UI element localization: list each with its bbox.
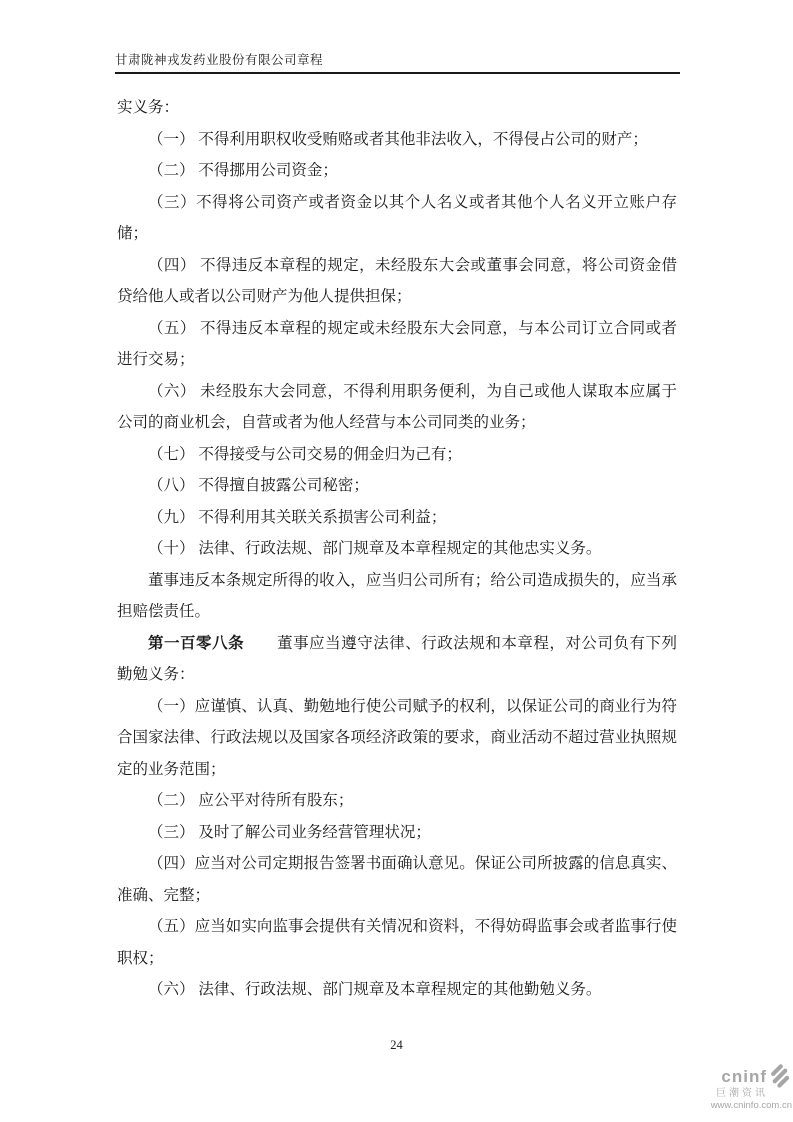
cninfo-url: www.cninfo.com.cn: [710, 1099, 792, 1111]
paragraph: 第一百零八条 董事应当遵守法律、行政法规和本章程，对公司负有下列勤勉义务：: [117, 634, 677, 683]
paragraph: （一） 不得利用职权收受贿赂或者其他非法收入，不得侵占公司的财产；: [148, 130, 648, 148]
paragraph: （七） 不得接受与公司交易的佣金归为己有；: [148, 445, 462, 463]
cninfo-brand-cn: 巨潮资讯: [716, 1088, 768, 1099]
paragraph: （十） 法律、行政法规、部门规章及本章程规定的其他忠实义务。: [148, 540, 602, 557]
paragraph: 实义务：: [117, 99, 180, 116]
paragraph: （四） 不得违反本章程的规定，未经股东大会或董事会同意，将公司资金借贷给他人或者以公司财产为他人提供担保；: [117, 256, 677, 305]
cninfo-brand-row: [698, 1064, 792, 1088]
paragraph: （二） 不得挪用公司资金；: [148, 162, 338, 179]
paragraph: （四）应当对公司定期报告签署书面确认意见。保证公司所披露的信息真实、准确、完整；: [117, 855, 677, 904]
document-body: [117, 92, 677, 1006]
paragraph: （五）应当如实向监事会提供有关情况和资料，不得妨碍监事会或者监事行使职权；: [117, 918, 677, 967]
cninfo-watermark: [698, 1064, 792, 1111]
paragraph: 董事违反本条规定所得的收入，应当归公司所有；给公司造成损失的，应当承担赔偿责任。: [117, 571, 677, 620]
paragraph: （二） 应公平对待所有股东；: [148, 792, 354, 809]
page-header: [115, 50, 680, 74]
paragraph: （三） 及时了解公司业务经营管理状况；: [148, 823, 431, 841]
paragraph: （九） 不得利用其关联关系损害公司利益；: [148, 508, 447, 526]
paragraph: （六） 未经股东大会同意，不得利用职务便利，为自己或他人谋取本应属于公司的商业机会，自营或者为他人经营与本公司同类的业务；: [117, 382, 677, 431]
paragraph: （八） 不得擅自披露公司秘密；: [148, 477, 369, 494]
page-number: 24: [390, 1038, 403, 1052]
cninfo-swirl-icon: [768, 1064, 792, 1088]
paragraph: （六） 法律、行政法规、部门规章及本章程规定的其他勤勉义务。: [148, 981, 602, 998]
paragraph: （一）应谨慎、认真、勤勉地行使公司赋予的权利，以保证公司的商业行为符合国家法律、行政法规以及国家各项经济政策的要求，商业活动不超过营业执照规定的业务范围；: [117, 697, 677, 778]
paragraph: （五） 不得违反本章程的规定或未经股东大会同意，与本公司订立合同或者进行交易；: [117, 319, 677, 368]
clause-number: 第一百零八条: [148, 634, 245, 652]
header-title: 甘肃陇神戎发药业股份有限公司章程: [115, 53, 324, 67]
cninfo-brand-text: cninf: [721, 1066, 767, 1086]
paragraph: （三）不得将公司资产或者资金以其个人名义或者其他个人名义开立账户存储；: [117, 193, 677, 242]
